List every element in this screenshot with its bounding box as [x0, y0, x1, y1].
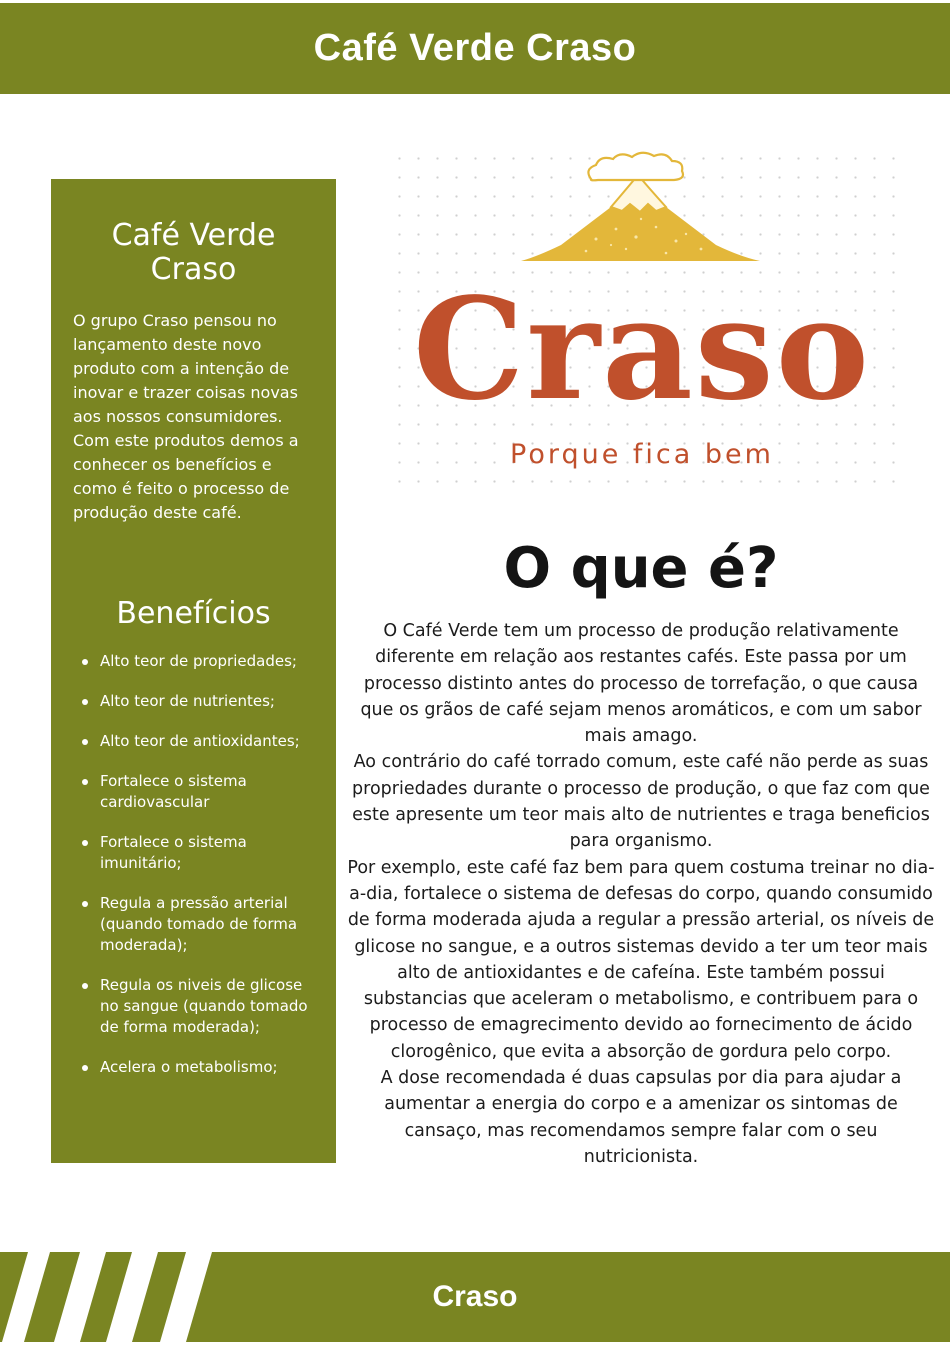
- brand-tagline: Porque fica bem: [510, 439, 774, 470]
- sidebar-intro: O grupo Craso pensou no lançamento deste novo produto com a intenção de inovar e trazer coisas novas aos nossos consumidores. Com este produtos demos a conhecer os benefícios e como é feito o processo de produção deste café.: [73, 311, 299, 522]
- benefit-item: Fortalece o sistema imunitário;: [79, 832, 314, 874]
- benefit-item: Regula a pressão arterial (quando tomado de forma moderada);: [79, 893, 314, 956]
- brand-logo: [386, 145, 898, 490]
- benefits-list: [73, 651, 314, 1078]
- benefit-item: Alto teor de antioxidantes;: [79, 731, 314, 752]
- sidebar: [51, 179, 336, 1163]
- main-body: O Café Verde tem um processo de produção relativamente diferente em relação aos restantes cafés. Este passa por um processo distinto antes do processo de torrefação, o que causa que os grãos de café sejam menos aromáticos, e com um sabor mais amago. Ao contrário do café torrado comum, este café não perde as suas propriedades durante o processo de produção, o que faz com que este apresente um teor mais alto de nutrientes e traga beneficios para organismo. Por exemplo, este café faz bem para quem costuma treinar no dia-a-dia, fortalece o sistema de defesas do corpo, quando consumido de forma moderada ajuda a regular a pressão arterial, os níveis de glicose no sangue, e a outros sistemas devido a ter um teor mais alto de antioxidantes e de cafeína. Este também possui substancias que aceleram o metabolismo, e contribuem para o processo de emagrecimento devido ao fornecimento de ácido clorogênico, que evita a absorção de gordura pelo corpo. A dose recomendada é duas capsulas por dia para ajudar a aumentar a energia do corpo e a amenizar os sintomas de cansaço, mas recomendamos sempre falar com o seu nutricionista.: [347, 621, 935, 1167]
- benefit-item: Regula os niveis de glicose no sangue (quando tomado de forma moderada);: [79, 975, 314, 1038]
- benefit-item: Alto teor de propriedades;: [79, 651, 314, 672]
- header-title: Café Verde Craso: [313, 27, 637, 69]
- footer-band: [0, 1252, 950, 1342]
- benefits-title: Benefícios: [116, 596, 271, 631]
- main-title: O que é?: [503, 536, 779, 601]
- footer-stripes: [0, 1252, 230, 1342]
- mountain-cloud-icon: [516, 149, 766, 269]
- benefit-item: Fortalece o sistema cardiovascular: [79, 771, 314, 813]
- sidebar-title: Café Verde Craso: [111, 218, 276, 287]
- benefit-item: Alto teor de nutrientes;: [79, 691, 314, 712]
- benefit-item: Acelera o metabolismo;: [79, 1057, 314, 1078]
- brand-name: Craso: [412, 268, 872, 432]
- footer-brand: Craso: [432, 1280, 518, 1313]
- header-band: [0, 3, 950, 94]
